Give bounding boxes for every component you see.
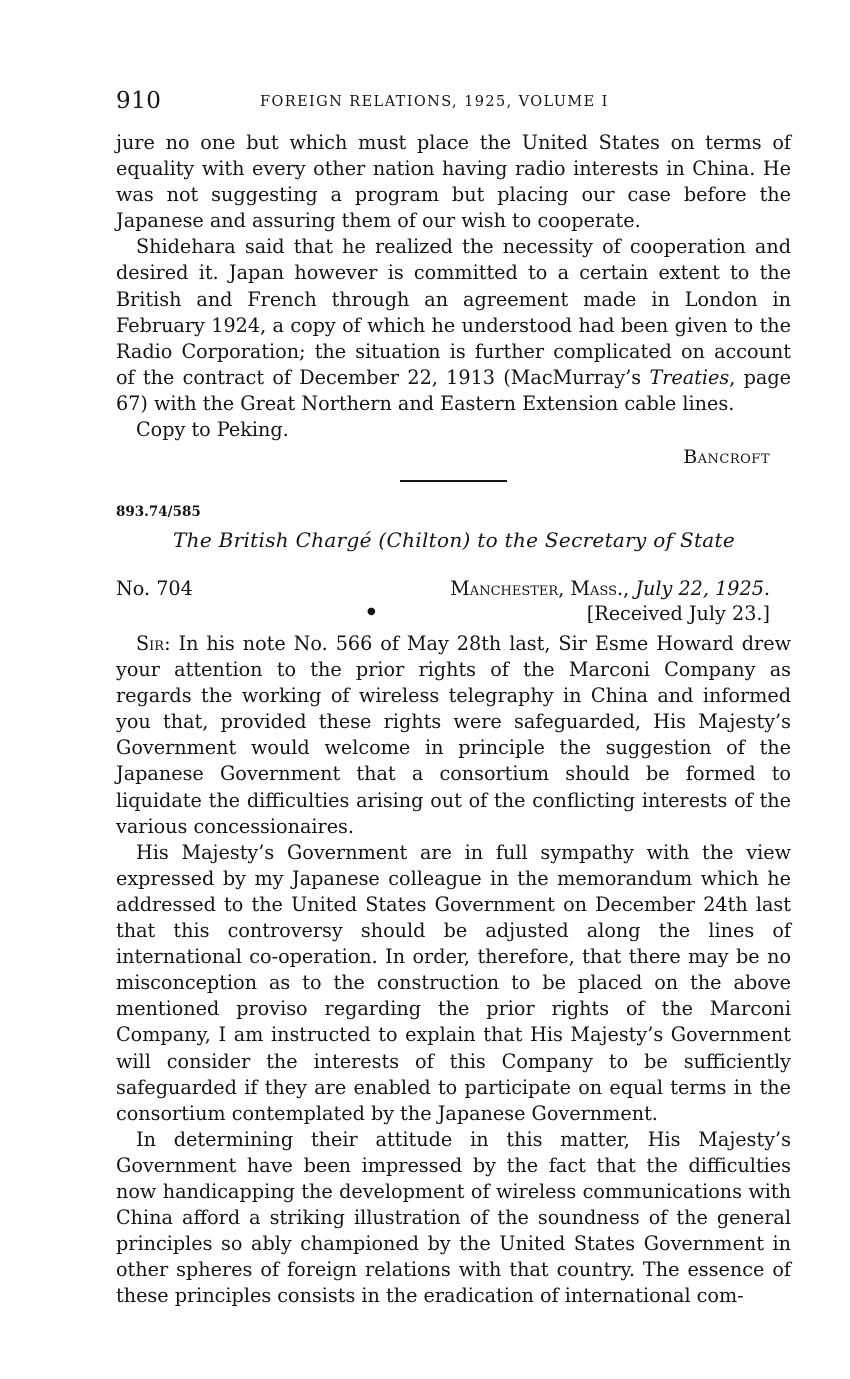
received-date: [Received July 23.] bbox=[586, 602, 770, 625]
previous-document-body bbox=[116, 130, 791, 443]
signature: Bancroft bbox=[683, 446, 770, 468]
stray-mark-icon: ● bbox=[367, 606, 376, 617]
date: July 22, 1925. bbox=[635, 577, 770, 600]
paragraph: jure no one but which must place the United States on terms of equality with every other nation having radio interests in China. He was not suggesting a program but placing our case before the Japanese and assuring them of our wish to cooperate. bbox=[116, 131, 791, 233]
document-body bbox=[116, 631, 791, 1309]
paragraph-text: , page 67) with the Great Northern and Eastern Extension cable lines. bbox=[116, 365, 791, 415]
paragraph bbox=[116, 234, 791, 417]
salutation: Sir: bbox=[136, 632, 171, 655]
treaties-citation: Treaties bbox=[649, 365, 730, 389]
paragraph bbox=[116, 631, 791, 840]
paragraph-text: Shidehara said that he realized the necessity of cooperation and desired it. Japan however is committed to a certain extent to the British and French through an agreement made in London in February 1924, a copy of which he understood had been given to the Radio Corporation; the situation is further complicated on account of the contract of December 22, 1913 (MacMurray’s bbox=[116, 235, 791, 389]
dispatch-number: No. 704 bbox=[116, 577, 193, 600]
page-header bbox=[116, 88, 792, 118]
page-number: 910 bbox=[116, 88, 162, 114]
place-and-date bbox=[450, 577, 770, 600]
paragraph: In determining their attitude in this matter, His Majesty’s Government have been impressed by the fact that the difficulties now handicapping the development of wireless communications with China afford a striking illustration of the soundness of the general principles so ably championed by the United States Government in other spheres of foreign relations with that country. The essence of these principles consists in the eradication of international com- bbox=[116, 1127, 791, 1308]
place: Manchester, Mass., bbox=[450, 577, 630, 600]
file-number: 893.74/585 bbox=[116, 504, 201, 520]
paragraph: Copy to Peking. bbox=[136, 418, 289, 442]
paragraph: His Majesty’s Government are in full sympathy with the view expressed by my Japanese colleague in the memorandum which he addressed to the United States Government on December 24th last that this controversy should be adjusted along the lines of international co-operation. In order, therefore, that there may be no misconception as to the construction to be placed on the above mentioned proviso regarding the prior rights of the Marconi Company, I am instructed to explain that His Majesty’s Government will consider the interests of this Company to be sufficiently safeguarded if they are enabled to participate on equal terms in the consortium contemplated by the Japanese Government. bbox=[116, 840, 791, 1125]
paragraph-text: In his note No. 566 of May 28th last, Sir Esme Howard drew your attention to the prior rights of the Marconi Company as regards the working of wireless telegraphy in China and informed you that, provided these rights were safeguarded, His Majesty’s Government would welcome in principle the suggestion of the Japanese Government that a consortium should be formed to liquidate the difficulties arising out of the conflicting interests of the various concessionaires. bbox=[116, 632, 791, 838]
document-title: The British Chargé (Chilton) to the Secretary of State bbox=[173, 528, 735, 552]
running-head: FOREIGN RELATIONS, 1925, VOLUME I bbox=[260, 94, 609, 110]
section-divider bbox=[400, 480, 507, 482]
